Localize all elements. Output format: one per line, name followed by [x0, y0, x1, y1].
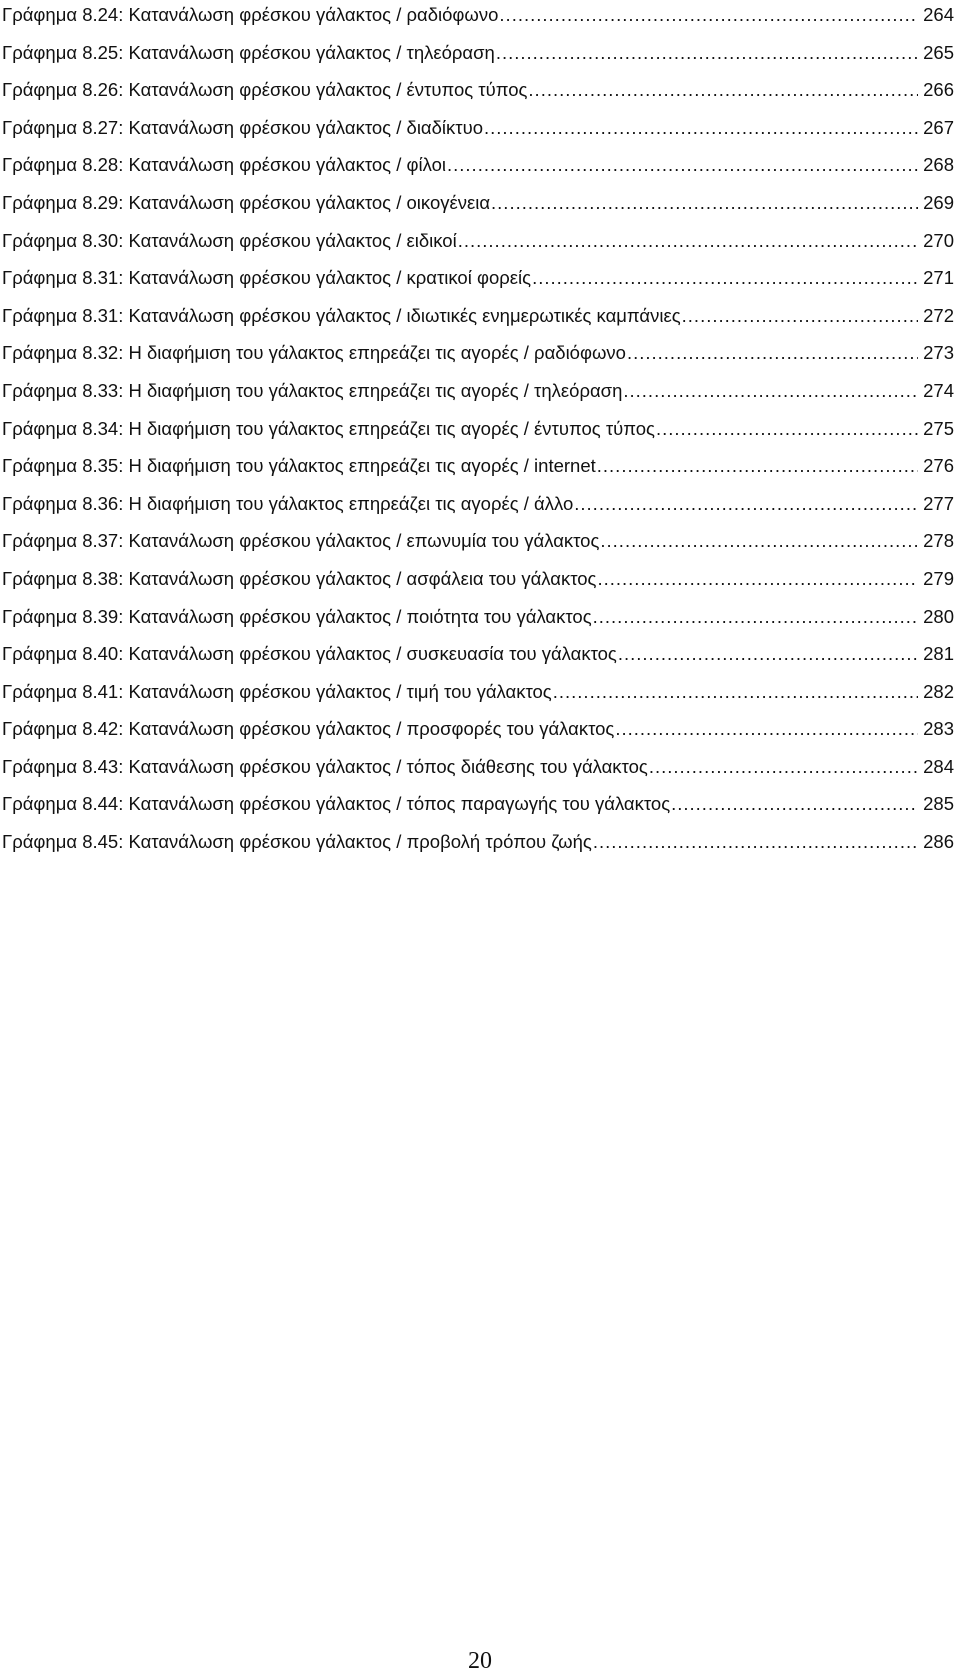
toc-entry-title: Γράφημα 8.45: Κατανάλωση φρέσκου γάλακτος / προβολή τρόπου ζωής — [2, 831, 592, 853]
toc-entry-title: Γράφημα 8.28: Κατανάλωση φρέσκου γάλακτος / φίλοι — [2, 154, 446, 176]
dot-leader — [615, 710, 918, 748]
toc-entry[interactable] — [2, 673, 954, 711]
toc-entry-page-number: 265 — [923, 41, 954, 63]
toc-entry-page-number: 275 — [923, 417, 954, 439]
toc-entry-page-number: 285 — [923, 793, 954, 815]
toc-entry[interactable] — [2, 823, 954, 861]
dot-leader — [447, 146, 918, 184]
dot-leader — [627, 334, 918, 372]
toc-entry-page-number: 284 — [923, 755, 954, 777]
dot-leader — [618, 635, 918, 673]
toc-entry[interactable] — [2, 222, 954, 260]
list-of-figures — [2, 0, 954, 861]
toc-entry-title: Γράφημα 8.26: Κατανάλωση φρέσκου γάλακτος / έντυπος τύπος — [2, 79, 528, 101]
toc-entry[interactable] — [2, 184, 954, 222]
toc-entry-title: Γράφημα 8.38: Κατανάλωση φρέσκου γάλακτος / ασφάλεια του γάλακτος — [2, 567, 597, 589]
dot-leader — [532, 259, 918, 297]
toc-entry[interactable] — [2, 635, 954, 673]
toc-entry[interactable] — [2, 748, 954, 786]
toc-entry-page-number: 277 — [923, 492, 954, 514]
toc-entry[interactable] — [2, 259, 954, 297]
toc-entry[interactable] — [2, 71, 954, 109]
toc-entry-page-number: 272 — [923, 304, 954, 326]
dot-leader — [682, 297, 918, 335]
toc-entry[interactable] — [2, 560, 954, 598]
toc-entry-title: Γράφημα 8.41: Κατανάλωση φρέσκου γάλακτος / τιμή του γάλακτος — [2, 680, 552, 702]
dot-leader — [597, 560, 918, 598]
toc-entry-page-number: 269 — [923, 191, 954, 213]
dot-leader — [593, 598, 918, 636]
toc-entry-title: Γράφημα 8.32: Η διαφήμιση του γάλακτος επηρεάζει τις αγορές / ραδιόφωνο — [2, 342, 626, 364]
toc-entry-title: Γράφημα 8.44: Κατανάλωση φρέσκου γάλακτος / τόπος παραγωγής του γάλακτος — [2, 793, 671, 815]
toc-entry[interactable] — [2, 372, 954, 410]
toc-entry-page-number: 278 — [923, 530, 954, 552]
toc-entry-page-number: 281 — [923, 643, 954, 665]
toc-entry-title: Γράφημα 8.33: Η διαφήμιση του γάλακτος επηρεάζει τις αγορές / τηλεόραση — [2, 379, 623, 401]
dot-leader — [528, 71, 918, 109]
dot-leader — [499, 0, 918, 34]
dot-leader — [458, 222, 918, 260]
toc-entry-title: Γράφημα 8.31: Κατανάλωση φρέσκου γάλακτος / ιδιωτικές ενημερωτικές καμπάνιες — [2, 304, 681, 326]
toc-entry[interactable] — [2, 598, 954, 636]
toc-entry-title: Γράφημα 8.35: Η διαφήμιση του γάλακτος επηρεάζει τις αγορές / internet — [2, 455, 596, 477]
toc-entry[interactable] — [2, 334, 954, 372]
toc-entry-page-number: 264 — [923, 4, 954, 25]
toc-entry-title: Γράφημα 8.29: Κατανάλωση φρέσκου γάλακτος / οικογένεια — [2, 191, 491, 213]
toc-entry[interactable] — [2, 447, 954, 485]
dot-leader — [656, 410, 918, 448]
toc-entry-page-number: 268 — [923, 154, 954, 176]
dot-leader — [491, 184, 918, 222]
toc-entry-page-number: 286 — [923, 831, 954, 853]
toc-entry-page-number: 280 — [923, 605, 954, 627]
toc-entry-page-number: 271 — [923, 267, 954, 289]
toc-entry-title: Γράφημα 8.24: Κατανάλωση φρέσκου γάλακτος / ραδιόφωνο — [2, 4, 499, 25]
toc-entry-title: Γράφημα 8.40: Κατανάλωση φρέσκου γάλακτος / συσκευασία του γάλακτος — [2, 643, 617, 665]
toc-entry-title: Γράφημα 8.37: Κατανάλωση φρέσκου γάλακτος / επωνυμία του γάλακτος — [2, 530, 600, 552]
toc-entry-page-number: 276 — [923, 455, 954, 477]
toc-entry[interactable] — [2, 522, 954, 560]
toc-entry-title: Γράφημα 8.39: Κατανάλωση φρέσκου γάλακτος / ποιότητα του γάλακτος — [2, 605, 592, 627]
dot-leader — [496, 34, 918, 72]
toc-entry-page-number: 279 — [923, 567, 954, 589]
dot-leader — [649, 748, 918, 786]
toc-entry[interactable] — [2, 485, 954, 523]
page-number: 20 — [468, 1648, 492, 1674]
toc-entry[interactable] — [2, 710, 954, 748]
toc-entry-title: Γράφημα 8.42: Κατανάλωση φρέσκου γάλακτος / προσφορές του γάλακτος — [2, 718, 615, 740]
toc-entry[interactable] — [2, 785, 954, 823]
toc-entry-page-number: 270 — [923, 229, 954, 251]
toc-entry-title: Γράφημα 8.31: Κατανάλωση φρέσκου γάλακτος / κρατικοί φορείς — [2, 267, 532, 289]
toc-entry[interactable] — [2, 34, 954, 72]
toc-entry-page-number: 266 — [923, 79, 954, 101]
toc-entry-page-number: 283 — [923, 718, 954, 740]
toc-entry-title: Γράφημα 8.27: Κατανάλωση φρέσκου γάλακτος / διαδίκτυο — [2, 116, 483, 138]
dot-leader — [671, 785, 918, 823]
dot-leader — [623, 372, 918, 410]
toc-entry[interactable] — [2, 109, 954, 147]
toc-entry-page-number: 273 — [923, 342, 954, 364]
toc-entry[interactable] — [2, 410, 954, 448]
toc-entry-title: Γράφημα 8.30: Κατανάλωση φρέσκου γάλακτος / ειδικοί — [2, 229, 457, 251]
toc-entry-page-number: 274 — [923, 379, 954, 401]
dot-leader — [593, 823, 918, 861]
toc-entry[interactable] — [2, 146, 954, 184]
dot-leader — [600, 522, 918, 560]
toc-entry[interactable] — [2, 0, 954, 34]
toc-entry[interactable] — [2, 297, 954, 335]
toc-entry-title: Γράφημα 8.25: Κατανάλωση φρέσκου γάλακτος / τηλεόραση — [2, 41, 495, 63]
dot-leader — [574, 485, 918, 523]
toc-entry-page-number: 282 — [923, 680, 954, 702]
toc-entry-title: Γράφημα 8.43: Κατανάλωση φρέσκου γάλακτος / τόπος διάθεσης του γάλακτος — [2, 755, 648, 777]
dot-leader — [597, 447, 918, 485]
toc-entry-page-number: 267 — [923, 116, 954, 138]
dot-leader — [484, 109, 918, 147]
toc-entry-title: Γράφημα 8.34: Η διαφήμιση του γάλακτος επηρεάζει τις αγορές / έντυπος τύπος — [2, 417, 655, 439]
toc-entry-title: Γράφημα 8.36: Η διαφήμιση του γάλακτος επηρεάζει τις αγορές / άλλο — [2, 492, 574, 514]
dot-leader — [553, 673, 918, 711]
